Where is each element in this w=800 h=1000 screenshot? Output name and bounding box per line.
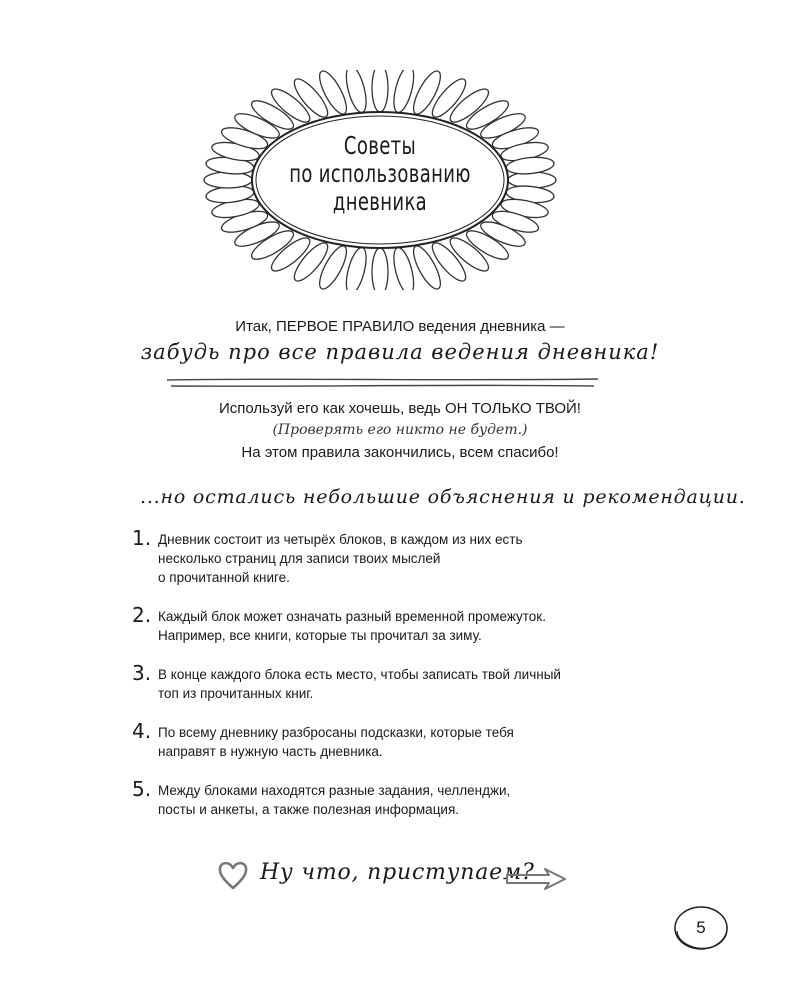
closing-text: Ну что, приступаем? [260, 860, 535, 885]
item-number: 3. [132, 661, 152, 685]
recommendations-subtitle: ...но остались небольшие объяснения и рекомендации. [140, 486, 746, 508]
item-number: 5. [132, 777, 152, 801]
heart-icon [216, 858, 250, 892]
item-number: 1. [132, 526, 152, 550]
page-number: 5 [696, 918, 706, 937]
item-line: В конце каждого блока есть место, чтобы записать твой личный [158, 667, 561, 682]
title-line: по использованию [289, 159, 471, 188]
arrow-right-icon [505, 866, 567, 892]
item-line: Между блоками находятся разные задания, челленджи, [158, 783, 511, 798]
check-note: (Проверять его никто не будет.) [272, 422, 528, 438]
use-text: Используй его как хочешь, ведь ОН ТОЛЬКО ТВОЙ! [219, 400, 581, 417]
item-line: Дневник состоит из четырёх блоков, в каждом из них есть [158, 532, 523, 547]
item-line: Например, все книги, которые ты прочитал за зиму. [158, 628, 482, 643]
item-line: По всему дневнику разбросаны подсказки, которые тебя [158, 725, 514, 740]
item-number: 2. [132, 603, 152, 627]
first-rule-text: забудь про все правила ведения дневника! [140, 340, 660, 364]
item-line: несколько страниц для записи твоих мыслей [158, 551, 441, 566]
frame-petal [372, 70, 388, 112]
item-number: 4. [132, 719, 152, 743]
frame-petal [372, 248, 388, 290]
frame-petal [204, 172, 252, 188]
double-divider [165, 376, 600, 390]
end-text: На этом правила закончились, всем спасибо! [241, 444, 559, 461]
page-title [286, 132, 473, 216]
item-line: топ из прочитанных книг. [158, 686, 314, 701]
title-line: Советы [343, 131, 417, 160]
item-line: направят в нужную часть дневника. [158, 744, 383, 759]
intro-text: Итак, ПЕРВОЕ ПРАВИЛО ведения дневника — [235, 318, 565, 335]
item-line: Каждый блок может означать разный временной промежуток. [158, 609, 546, 624]
item-line: посты и анкеты, а также полезная информация. [158, 802, 460, 817]
title-line: дневника [332, 187, 428, 216]
item-line: о прочитанной книге. [158, 570, 290, 585]
frame-petal [508, 172, 556, 188]
